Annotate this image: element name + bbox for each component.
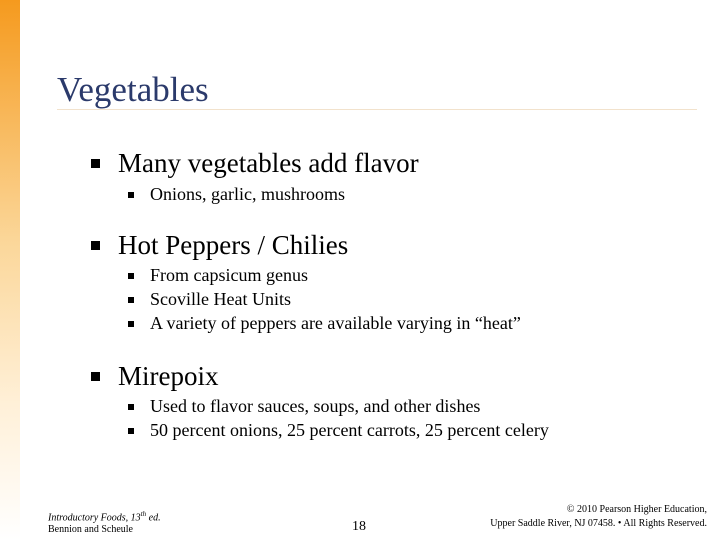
square-bullet-icon <box>128 404 134 410</box>
square-bullet-icon <box>128 428 134 434</box>
bullet-item <box>91 361 219 392</box>
sub-bullet-text: Scoville Heat Units <box>150 289 291 309</box>
sub-bullet-item <box>128 289 291 310</box>
slide-title: Vegetables <box>57 70 209 109</box>
book-authors: Bennion and Scheule <box>48 524 133 536</box>
page-number: 18 <box>352 519 366 534</box>
sub-bullet-item <box>128 313 521 334</box>
copyright-notice: © 2010 Pearson Higher Education, Upper Saddle River, NJ 07458. • All Rights Reserved. <box>490 504 707 529</box>
square-bullet-icon <box>128 297 134 303</box>
sub-bullet-text: 50 percent onions, 25 percent carrots, 25 percent celery <box>150 420 549 440</box>
sub-bullet-item <box>128 396 480 417</box>
orange-accent-bar <box>0 0 20 540</box>
sub-bullet-text: Used to flavor sauces, soups, and other dishes <box>150 396 481 416</box>
bullet-text: Hot Peppers / Chilies <box>118 230 349 260</box>
sub-bullet-text: From capsicum genus <box>150 265 308 285</box>
square-bullet-icon <box>91 372 100 381</box>
title-divider <box>57 109 697 110</box>
sub-bullet-item <box>128 265 308 286</box>
square-bullet-icon <box>91 241 100 250</box>
sub-bullet-text: Onions, garlic, mushrooms <box>150 184 345 204</box>
bullet-text: Many vegetables add flavor <box>118 148 419 178</box>
square-bullet-icon <box>128 321 134 327</box>
footer-citation <box>48 508 161 536</box>
square-bullet-icon <box>128 273 134 279</box>
square-bullet-icon <box>91 159 100 168</box>
sub-bullet-text: A variety of peppers are available varying in “heat” <box>150 313 521 333</box>
bullet-text: Mirepoix <box>118 361 219 391</box>
sub-bullet-item <box>128 420 549 441</box>
bullet-item <box>91 148 419 179</box>
sub-bullet-item <box>128 184 345 205</box>
square-bullet-icon <box>128 192 134 198</box>
book-title: Introductory Foods, 13th ed. <box>48 510 161 524</box>
bullet-item <box>91 230 348 261</box>
